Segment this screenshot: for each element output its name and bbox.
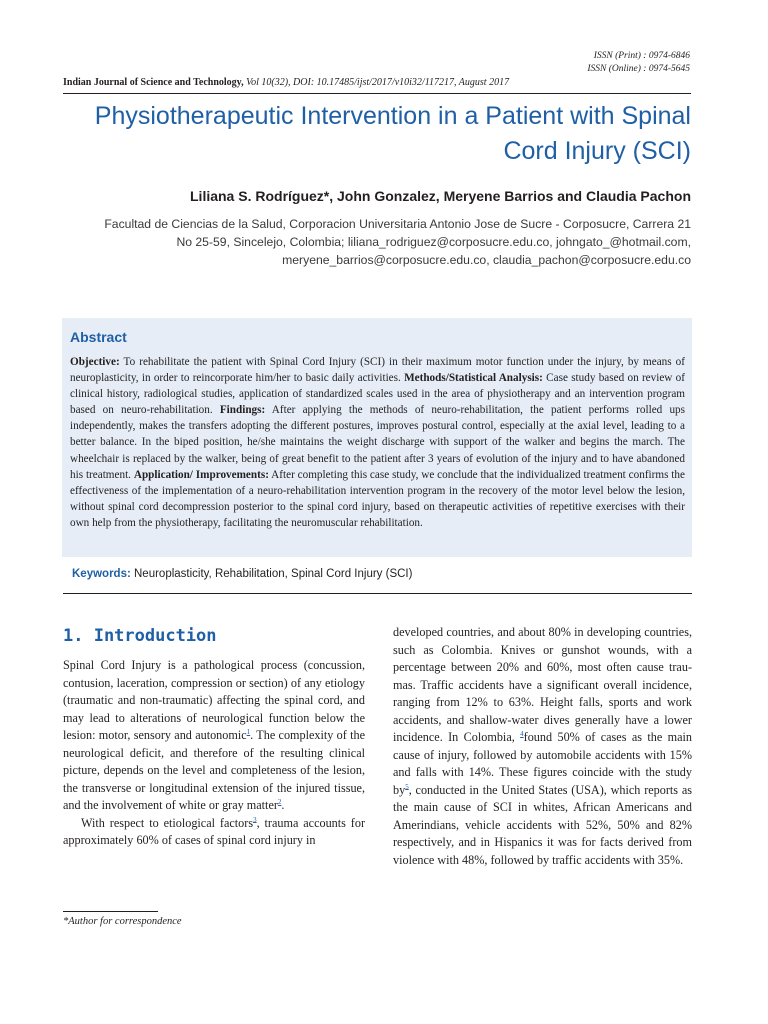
- citation-link[interactable]: 1: [246, 727, 251, 736]
- affiliation-line: meryene_barrios@corposucre.edu.co, claudia_pachon@corposucre.edu.co: [282, 253, 691, 267]
- findings-label: Findings:: [219, 404, 266, 417]
- paragraph: [63, 815, 365, 850]
- paragraph-text: Spinal Cord Injury is a pathological process (concussion, contusion, laceration, compression or section) of any etiology (traumatic and non-traumatic) affecting the spinal cord, and may lead to alterations of neurological function below the lesion: motor, sensory and autonomic: [63, 658, 365, 742]
- keywords-divider: [63, 593, 692, 594]
- affiliation-line: Facultad de Ciencias de la Salud, Corporacion Universitaria Antonio Jose de Sucre - Corposucre, Carrera 21: [104, 217, 691, 231]
- citation-link[interactable]: 3: [253, 815, 257, 824]
- citation-link[interactable]: 2: [277, 797, 282, 806]
- footnote-divider: [63, 911, 158, 912]
- paragraph-text: developed countries, and about 80% in developing countries, such as Colombia. Knives or gunshot wounds, with a percentage between 20% and 60%, most often cause traumas. Traffic accidents have a significant overall incidence, ranging from 12% to 63%. Height falls, sports and work accidents, and shallow-water dives generally have a lower incidence. In Colombia,: [393, 625, 692, 744]
- application-text: After completing this case study, we conclude that the individualized treatment confirms the effectiveness of the implementation of a neuro-rehabilitation intervention program in the recovery of the motor level below the lesion, without spinal cord decompression posterior to the spinal cord injury, based on therapeutic activities of repetitive exercises with their own help from the physiotherapy, facilitating the neuromuscular rehabilitation.: [70, 468, 685, 529]
- paragraph-text: .: [281, 798, 285, 812]
- text-column-left: [63, 657, 365, 850]
- keywords-label: Keywords:: [72, 568, 131, 580]
- abstract-body: [70, 354, 685, 531]
- objective-text: To rehabilitate the patient with Spinal Cord Injury (SCI) in their maximum motor function under the injury, by means of neuroplasticity, in order to reincorporate him/her to basic daily activities.: [70, 356, 685, 385]
- keywords-text: Neuroplasticity, Rehabilitation, Spinal Cord Injury (SCI): [130, 568, 413, 580]
- paper-title: Physiotherapeutic Intervention in a Patient with Spinal Cord Injury (SCI): [94, 102, 691, 165]
- findings-text: After applying the methods of neuro-rehabilitation, the patient performs rolled ups independently, makes the transfers adopting the different postures, improves postural control, especially at the axial level, leading to a better balance. In the biped position, he/she maintains the weight discharge with support of the walker and begins the march. The wheelchair is replaced by the walker, being of great benefit to the patient after 3 years of evolution of the injury and to have abandoned his treatment.: [70, 404, 685, 481]
- issn-block: [587, 50, 690, 76]
- journal-name: Indian Journal of Science and Technology,: [63, 77, 244, 88]
- paragraph-text: , conducted in the United States (USA), which reports as the main cause of SCI in whites, African Americans and Amerindians, vehicle accidents with 52%, 50% and 82% respectively, and in Hispanics it was for facts derived from violence with 48%, followed by traffic accidents with 35%.: [393, 782, 692, 867]
- methods-text: Case study based on review of clinical history, radiological studies, application of standardized scales used in the area of physiotherapy and an intervention program based on neuro-rehabilitation.: [70, 372, 685, 417]
- citation-link[interactable]: 5: [405, 782, 409, 791]
- paragraph-text: With respect to etiological factors: [81, 815, 254, 830]
- paragraph: [393, 624, 692, 869]
- journal-citation: [63, 77, 509, 88]
- paragraph-text: . The complexity of the neurological deficit, and therefore of the resulting clinical picture, depends on the level and completeness of the lesion, the transverse or longitudinal extension of the injured tissue, and the involvement of white or gray matter: [63, 728, 365, 812]
- header-divider: [63, 93, 691, 94]
- paragraph-text: found 50% of cases as the main cause of injury, followed by automobile accidents with 15% and falls with 14%. These figures coincide with the study by: [393, 730, 692, 797]
- issn-print: ISSN (Print) : 0974-6846: [593, 51, 690, 61]
- methods-label: Methods/Statistical Analysis:: [404, 372, 543, 385]
- keywords: [72, 568, 412, 580]
- paragraph-text: , trauma accounts for approximately 60% of cases of spinal cord injury in: [63, 815, 366, 847]
- journal-details: Vol 10(32), DOI: 10.17485/ijst/2017/v10i32/117217, August 2017: [246, 77, 510, 88]
- author-list: Liliana S. Rodríguez*, John Gonzalez, Meryene Barrios and Claudia Pachon: [190, 188, 691, 204]
- affiliation: [61, 215, 691, 269]
- objective-label: Objective:: [70, 356, 120, 368]
- affiliation-line: No 25-59, Sincelejo, Colombia; liliana_rodriguez@corposucre.edu.co, johngato_@hotmail.com,: [176, 235, 691, 249]
- abstract-heading: Abstract: [70, 329, 127, 345]
- correspondence-footnote: *Author for correspondence: [63, 916, 182, 927]
- text-column-right: [393, 624, 692, 869]
- citation-link[interactable]: 4: [520, 729, 524, 738]
- section-heading-introduction: 1. Introduction: [63, 626, 217, 646]
- issn-online: ISSN (Online) : 0974-5645: [587, 64, 690, 74]
- paragraph: [63, 657, 365, 815]
- application-label: Application/ Improvements:: [133, 468, 269, 481]
